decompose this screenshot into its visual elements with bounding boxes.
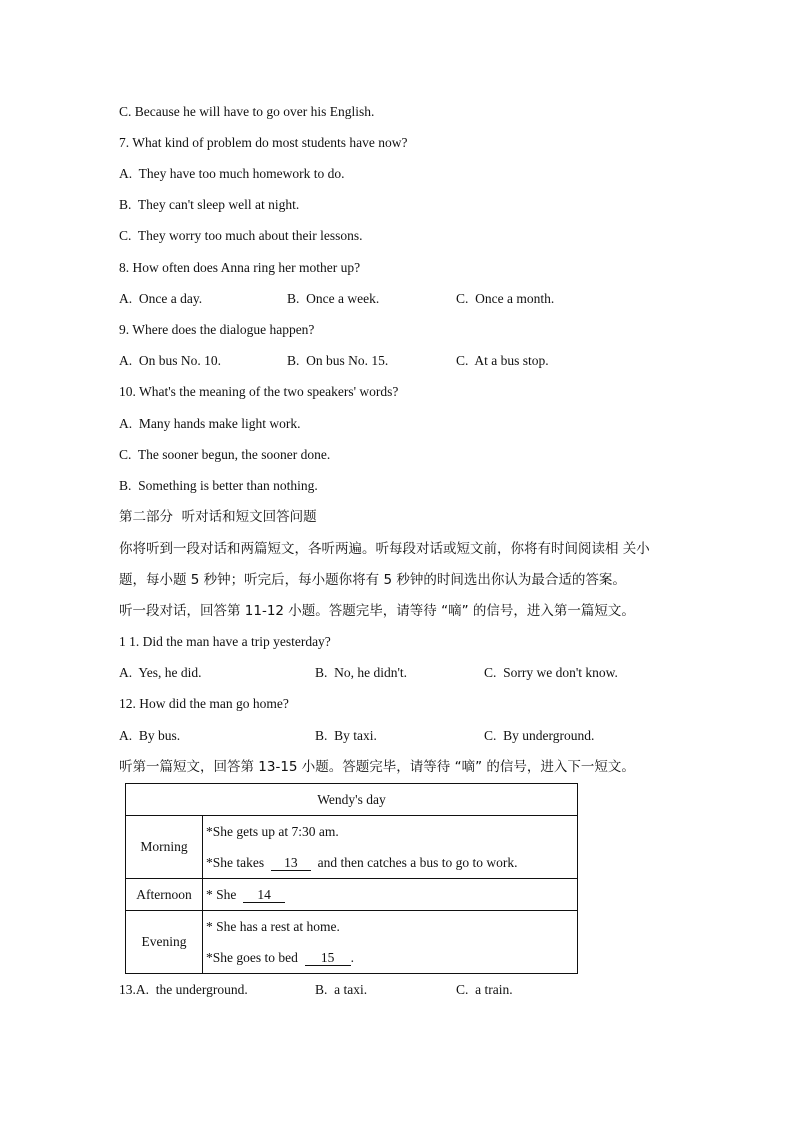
morning-cell <box>203 816 578 879</box>
question-7-option-a: A. They have too much homework to do. <box>119 166 345 181</box>
question-13-option-b: B. a taxi. <box>315 982 368 997</box>
question-8: 8. How often does Anna ring her mother up? <box>119 260 361 275</box>
blank-14: 14 <box>243 887 285 903</box>
question-10-option-a: A. Many hands make light work. <box>119 416 301 431</box>
evening-cell <box>203 911 578 974</box>
question-13-option-a: 13.A. the underground. <box>119 982 248 997</box>
question-13-option-c: C. a train. <box>456 982 513 997</box>
question-11-option-a: A. Yes, he did. <box>119 665 202 680</box>
blank-15: 15 <box>305 950 351 966</box>
passage-1-instruction: 听第一篇短文，回答第 13-15 小题。答题完毕，请等待 “嘀” 的信号，进入下一短文。 <box>119 759 635 775</box>
part-2-title: 第二部分 听对话和短文回答问题 <box>119 509 317 525</box>
afternoon-line-start: * She <box>206 887 244 902</box>
table-title: Wendy's day <box>126 784 578 816</box>
morning-line-2-start: *She takes <box>206 855 271 870</box>
question-10-option-b: B. Something is better than nothing. <box>119 478 318 493</box>
question-6-option-c: C. Because he will have to go over his English. <box>119 104 375 119</box>
question-12-option-b: B. By taxi. <box>315 728 377 743</box>
evening-line-2 <box>206 942 574 973</box>
question-9-option-b: B. On bus No. 15. <box>287 353 389 368</box>
morning-label: Morning <box>126 816 203 879</box>
question-8-option-b: B. Once a week. <box>287 291 380 306</box>
question-11-option-b: B. No, he didn't. <box>315 665 408 680</box>
evening-line-1: * She has a rest at home. <box>206 919 340 934</box>
afternoon-cell <box>203 879 578 911</box>
question-11: 1 1. Did the man have a trip yesterday? <box>119 634 331 649</box>
evening-label: Evening <box>126 911 203 974</box>
question-8-option-a: A. Once a day. <box>119 291 203 306</box>
afternoon-label: Afternoon <box>126 879 203 911</box>
question-12-option-c: C. By underground. <box>484 728 595 743</box>
question-11-option-c: C. Sorry we don't know. <box>484 665 618 680</box>
question-7-option-c: C. They worry too much about their lessons. <box>119 228 363 243</box>
question-7-option-b: B. They can't sleep well at night. <box>119 197 300 212</box>
question-9-option-a: A. On bus No. 10. <box>119 353 222 368</box>
question-10-option-c: C. The sooner begun, the sooner done. <box>119 447 331 462</box>
question-10: 10. What's the meaning of the two speakers' words? <box>119 384 399 399</box>
afternoon-line <box>206 879 574 910</box>
part-2-instruction-line-2: 题，每小题 5 秒钟；听完后，每小题你将有 5 秒钟的时间选出你认为最合适的答案。 <box>119 572 626 588</box>
evening-line-2-start: *She goes to bed <box>206 950 305 965</box>
question-12: 12. How did the man go home? <box>119 696 289 711</box>
part-2-instruction-line-1: 你将听到一段对话和两篇短文，各听两遍。听每段对话或短文前，你将有时间阅读相 关小 <box>119 541 650 557</box>
question-12-option-a: A. By bus. <box>119 728 181 743</box>
question-9-option-c: C. At a bus stop. <box>456 353 549 368</box>
evening-line-2-end: . <box>350 950 354 965</box>
dialogue-instruction: 听一段对话，回答第 11-12 小题。答题完毕，请等待 “嘀” 的信号，进入第一篇短文。 <box>119 603 635 619</box>
question-7: 7. What kind of problem do most students have now? <box>119 135 408 150</box>
question-8-option-c: C. Once a month. <box>456 291 555 306</box>
morning-line-2 <box>206 847 574 878</box>
wendys-day-table <box>125 783 578 974</box>
morning-line-2-end: and then catches a bus to go to work. <box>310 855 518 870</box>
blank-13: 13 <box>271 855 311 871</box>
question-9: 9. Where does the dialogue happen? <box>119 322 315 337</box>
morning-line-1: *She gets up at 7:30 am. <box>206 824 339 839</box>
